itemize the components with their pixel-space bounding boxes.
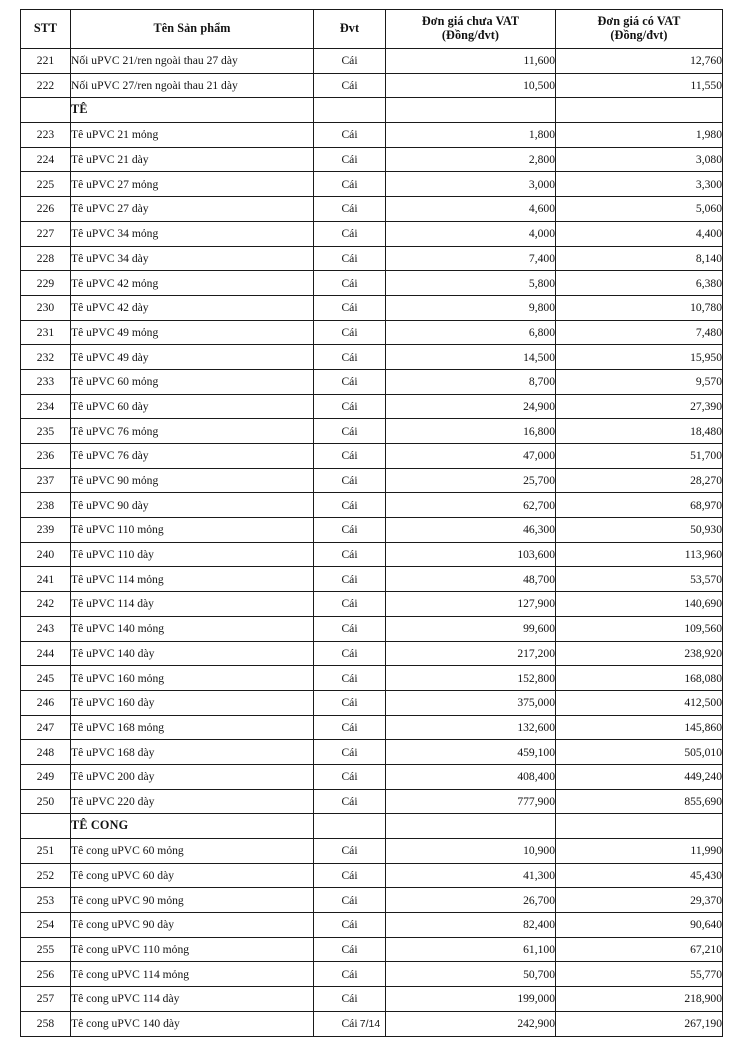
- cell-product-name: Tê uPVC 76 dày: [71, 444, 314, 469]
- cell-price-excl-vat: 4,600: [386, 197, 556, 222]
- table-row: [21, 542, 723, 567]
- cell-stt: 236: [21, 444, 71, 469]
- table-row: [21, 345, 723, 370]
- cell-unit: Cái: [314, 493, 386, 518]
- cell-product-name: Tê uPVC 21 mỏng: [71, 123, 314, 148]
- cell-unit: Cái: [314, 616, 386, 641]
- cell-unit: Cái: [314, 641, 386, 666]
- cell-price-incl-vat: 90,640: [556, 913, 723, 938]
- cell-product-name: Tê cong uPVC 110 mỏng: [71, 937, 314, 962]
- cell-stt: 250: [21, 789, 71, 814]
- column-header-price-incl-vat-line2: (Đồng/đvt): [610, 28, 668, 42]
- table-row: [21, 567, 723, 592]
- cell-product-name: Tê uPVC 168 mỏng: [71, 715, 314, 740]
- cell-stt: 244: [21, 641, 71, 666]
- cell-price-incl-vat: 29,370: [556, 888, 723, 913]
- cell-product-name: Tê uPVC 90 dày: [71, 493, 314, 518]
- cell-price-incl-vat: 113,960: [556, 542, 723, 567]
- cell-product-name: Tê cong uPVC 140 dày: [71, 1011, 314, 1036]
- cell-product-name: Tê cong uPVC 90 mỏng: [71, 888, 314, 913]
- cell-stt: 228: [21, 246, 71, 271]
- cell-product-name: Tê uPVC 42 dày: [71, 295, 314, 320]
- cell-price-incl-vat: 11,550: [556, 73, 723, 98]
- column-header-price-excl-vat-line2: (Đồng/đvt): [441, 28, 500, 42]
- price-list-table-container: [20, 9, 722, 1037]
- cell-unit: Cái: [314, 246, 386, 271]
- cell-stt: [21, 814, 71, 839]
- cell-stt: 237: [21, 468, 71, 493]
- table-row: [21, 937, 723, 962]
- column-header-stt: [21, 10, 71, 49]
- table-row: [21, 147, 723, 172]
- cell-price-incl-vat: 8,140: [556, 246, 723, 271]
- cell-stt: 240: [21, 542, 71, 567]
- cell-product-name: Tê cong uPVC 114 dày: [71, 987, 314, 1012]
- header-row: [21, 10, 723, 49]
- cell-unit: Cái: [314, 320, 386, 345]
- cell-product-name: Tê cong uPVC 60 mỏng: [71, 839, 314, 864]
- cell-stt: 222: [21, 73, 71, 98]
- cell-price-excl-vat: 217,200: [386, 641, 556, 666]
- cell-unit: Cái: [314, 419, 386, 444]
- cell-product-name: TÊ CONG: [71, 814, 314, 839]
- cell-price-incl-vat: 3,080: [556, 147, 723, 172]
- cell-price-excl-vat: 47,000: [386, 444, 556, 469]
- cell-stt: 234: [21, 394, 71, 419]
- cell-unit: Cái: [314, 937, 386, 962]
- cell-price-excl-vat: [386, 98, 556, 123]
- cell-unit: Cái: [314, 73, 386, 98]
- cell-price-excl-vat: 24,900: [386, 394, 556, 419]
- cell-price-incl-vat: 145,860: [556, 715, 723, 740]
- cell-stt: 247: [21, 715, 71, 740]
- cell-price-incl-vat: 140,690: [556, 592, 723, 617]
- table-body: [21, 49, 723, 1037]
- cell-price-incl-vat: 27,390: [556, 394, 723, 419]
- cell-price-excl-vat: 50,700: [386, 962, 556, 987]
- cell-price-incl-vat: 855,690: [556, 789, 723, 814]
- page-number: 7/14: [359, 1018, 381, 1030]
- table-row: [21, 320, 723, 345]
- cell-product-name: TÊ: [71, 98, 314, 123]
- cell-stt: 253: [21, 888, 71, 913]
- cell-price-excl-vat: 26,700: [386, 888, 556, 913]
- table-row: [21, 764, 723, 789]
- cell-product-name: Tê uPVC 160 dày: [71, 690, 314, 715]
- table-row: [21, 789, 723, 814]
- table-row: [21, 666, 723, 691]
- cell-price-excl-vat: 61,100: [386, 937, 556, 962]
- column-header-unit-label: Đvt: [339, 21, 360, 36]
- cell-product-name: Tê uPVC 27 mỏng: [71, 172, 314, 197]
- cell-stt: 249: [21, 764, 71, 789]
- table-row: [21, 468, 723, 493]
- cell-stt: 252: [21, 863, 71, 888]
- cell-price-excl-vat: 99,600: [386, 616, 556, 641]
- cell-price-excl-vat: 777,900: [386, 789, 556, 814]
- cell-stt: 238: [21, 493, 71, 518]
- cell-price-excl-vat: 62,700: [386, 493, 556, 518]
- table-row: [21, 913, 723, 938]
- cell-price-incl-vat: 3,300: [556, 172, 723, 197]
- cell-product-name: Tê cong uPVC 90 dày: [71, 913, 314, 938]
- price-list-table: [20, 9, 723, 1037]
- cell-product-name: Tê uPVC 220 dày: [71, 789, 314, 814]
- cell-unit: Cái: [314, 987, 386, 1012]
- column-header-price-incl-vat-line1: Đơn giá có VAT: [597, 14, 681, 29]
- column-header-price-incl-vat: [556, 10, 723, 49]
- cell-unit: Cái: [314, 295, 386, 320]
- cell-price-incl-vat: 12,760: [556, 49, 723, 74]
- table-row: [21, 962, 723, 987]
- cell-product-name: Tê uPVC 34 mỏng: [71, 221, 314, 246]
- cell-price-incl-vat: 45,430: [556, 863, 723, 888]
- table-row: [21, 592, 723, 617]
- cell-price-excl-vat: 7,400: [386, 246, 556, 271]
- cell-unit: Cái: [314, 394, 386, 419]
- cell-price-incl-vat: 505,010: [556, 740, 723, 765]
- cell-price-incl-vat: 55,770: [556, 962, 723, 987]
- cell-unit: Cái: [314, 863, 386, 888]
- cell-unit: Cái: [314, 962, 386, 987]
- cell-stt: 229: [21, 271, 71, 296]
- cell-price-excl-vat: 6,800: [386, 320, 556, 345]
- cell-unit: Cái: [314, 764, 386, 789]
- cell-product-name: Nối uPVC 21/ren ngoài thau 27 dày: [71, 49, 314, 74]
- table-section-row: [21, 98, 723, 123]
- column-header-product-name-label: Tên Sản phẩm: [153, 21, 231, 36]
- table-header: [21, 10, 723, 49]
- cell-product-name: Tê uPVC 27 dày: [71, 197, 314, 222]
- cell-unit: Cái: [314, 542, 386, 567]
- cell-product-name: Tê uPVC 114 mỏng: [71, 567, 314, 592]
- cell-product-name: Tê uPVC 21 dày: [71, 147, 314, 172]
- cell-stt: 256: [21, 962, 71, 987]
- cell-stt: 241: [21, 567, 71, 592]
- cell-price-excl-vat: 46,300: [386, 518, 556, 543]
- cell-unit: Cái: [314, 271, 386, 296]
- cell-price-incl-vat: 218,900: [556, 987, 723, 1012]
- cell-price-excl-vat: 103,600: [386, 542, 556, 567]
- cell-product-name: Tê uPVC 90 mỏng: [71, 468, 314, 493]
- column-header-price-excl-vat: [386, 10, 556, 49]
- cell-price-excl-vat: 408,400: [386, 764, 556, 789]
- table-row: [21, 740, 723, 765]
- table-row: [21, 616, 723, 641]
- cell-unit: Cái: [314, 518, 386, 543]
- cell-price-incl-vat: 238,920: [556, 641, 723, 666]
- cell-price-excl-vat: 127,900: [386, 592, 556, 617]
- cell-price-excl-vat: [386, 814, 556, 839]
- cell-price-excl-vat: 48,700: [386, 567, 556, 592]
- cell-unit: Cái: [314, 444, 386, 469]
- cell-product-name: Tê uPVC 34 dày: [71, 246, 314, 271]
- cell-price-excl-vat: 10,500: [386, 73, 556, 98]
- cell-price-incl-vat: 267,190: [556, 1011, 723, 1036]
- table-row: [21, 518, 723, 543]
- table-row: [21, 271, 723, 296]
- cell-unit: Cái: [314, 147, 386, 172]
- cell-price-incl-vat: 412,500: [556, 690, 723, 715]
- cell-price-incl-vat: 6,380: [556, 271, 723, 296]
- cell-stt: 233: [21, 369, 71, 394]
- cell-price-incl-vat: 4,400: [556, 221, 723, 246]
- table-row: [21, 221, 723, 246]
- cell-stt: 246: [21, 690, 71, 715]
- cell-unit: Cái: [314, 197, 386, 222]
- cell-unit: Cái: [314, 789, 386, 814]
- cell-price-excl-vat: 132,600: [386, 715, 556, 740]
- cell-price-incl-vat: 67,210: [556, 937, 723, 962]
- cell-stt: 245: [21, 666, 71, 691]
- cell-price-incl-vat: 51,700: [556, 444, 723, 469]
- cell-price-incl-vat: 50,930: [556, 518, 723, 543]
- cell-product-name: Tê uPVC 114 dày: [71, 592, 314, 617]
- cell-stt: 254: [21, 913, 71, 938]
- table-row: [21, 715, 723, 740]
- table-row: [21, 444, 723, 469]
- cell-price-excl-vat: 25,700: [386, 468, 556, 493]
- cell-price-incl-vat: 28,270: [556, 468, 723, 493]
- cell-product-name: Tê uPVC 76 mỏng: [71, 419, 314, 444]
- cell-stt: 221: [21, 49, 71, 74]
- cell-unit: Cái: [314, 666, 386, 691]
- cell-stt: 226: [21, 197, 71, 222]
- cell-product-name: Tê uPVC 140 dày: [71, 641, 314, 666]
- cell-unit: Cái: [314, 123, 386, 148]
- cell-product-name: Tê uPVC 168 dày: [71, 740, 314, 765]
- cell-price-incl-vat: 9,570: [556, 369, 723, 394]
- cell-price-incl-vat: 18,480: [556, 419, 723, 444]
- table-row: [21, 419, 723, 444]
- cell-price-incl-vat: 7,480: [556, 320, 723, 345]
- column-header-unit: [314, 10, 386, 49]
- cell-price-incl-vat: 53,570: [556, 567, 723, 592]
- cell-stt: 239: [21, 518, 71, 543]
- cell-unit: [314, 98, 386, 123]
- table-row: [21, 493, 723, 518]
- table-row: [21, 123, 723, 148]
- cell-unit: Cái: [314, 690, 386, 715]
- cell-price-excl-vat: 3,000: [386, 172, 556, 197]
- table-row: [21, 49, 723, 74]
- table-row: [21, 246, 723, 271]
- cell-stt: 257: [21, 987, 71, 1012]
- cell-price-excl-vat: 14,500: [386, 345, 556, 370]
- cell-product-name: Tê uPVC 200 dày: [71, 764, 314, 789]
- cell-unit: Cái: [314, 567, 386, 592]
- cell-price-incl-vat: 1,980: [556, 123, 723, 148]
- cell-product-name: Tê uPVC 42 mỏng: [71, 271, 314, 296]
- cell-product-name: Tê uPVC 60 dày: [71, 394, 314, 419]
- cell-unit: Cái: [314, 740, 386, 765]
- cell-price-incl-vat: 109,560: [556, 616, 723, 641]
- cell-stt: 242: [21, 592, 71, 617]
- cell-stt: 235: [21, 419, 71, 444]
- cell-stt: 227: [21, 221, 71, 246]
- cell-product-name: Nối uPVC 27/ren ngoài thau 21 dày: [71, 73, 314, 98]
- column-header-price-excl-vat-line1: Đơn giá chưa VAT: [421, 14, 520, 29]
- cell-product-name: Tê uPVC 60 mỏng: [71, 369, 314, 394]
- cell-stt: 258: [21, 1011, 71, 1036]
- cell-stt: 251: [21, 839, 71, 864]
- table-row: [21, 295, 723, 320]
- table-row: [21, 197, 723, 222]
- table-row: [21, 987, 723, 1012]
- cell-unit: Cái: [314, 913, 386, 938]
- cell-price-excl-vat: 4,000: [386, 221, 556, 246]
- cell-price-excl-vat: 375,000: [386, 690, 556, 715]
- cell-product-name: Tê uPVC 160 mỏng: [71, 666, 314, 691]
- cell-price-excl-vat: 199,000: [386, 987, 556, 1012]
- cell-price-excl-vat: 11,600: [386, 49, 556, 74]
- cell-price-incl-vat: 15,950: [556, 345, 723, 370]
- cell-price-incl-vat: [556, 814, 723, 839]
- cell-price-excl-vat: 10,900: [386, 839, 556, 864]
- cell-product-name: Tê uPVC 49 dày: [71, 345, 314, 370]
- cell-price-incl-vat: 449,240: [556, 764, 723, 789]
- table-row: [21, 394, 723, 419]
- cell-product-name: Tê uPVC 140 mỏng: [71, 616, 314, 641]
- cell-product-name: Tê uPVC 110 dày: [71, 542, 314, 567]
- cell-unit: Cái: [314, 221, 386, 246]
- table-row: [21, 863, 723, 888]
- cell-price-incl-vat: 68,970: [556, 493, 723, 518]
- cell-stt: 255: [21, 937, 71, 962]
- cell-price-incl-vat: [556, 98, 723, 123]
- table-row: [21, 839, 723, 864]
- cell-product-name: Tê cong uPVC 114 mỏng: [71, 962, 314, 987]
- cell-unit: Cái: [314, 468, 386, 493]
- cell-stt: 230: [21, 295, 71, 320]
- cell-unit: Cái: [314, 369, 386, 394]
- cell-price-excl-vat: 8,700: [386, 369, 556, 394]
- table-section-row: [21, 814, 723, 839]
- cell-unit: Cái: [314, 49, 386, 74]
- cell-stt: 224: [21, 147, 71, 172]
- cell-price-excl-vat: 41,300: [386, 863, 556, 888]
- cell-stt: 225: [21, 172, 71, 197]
- cell-price-excl-vat: 459,100: [386, 740, 556, 765]
- cell-unit: Cái: [314, 888, 386, 913]
- cell-price-incl-vat: 5,060: [556, 197, 723, 222]
- cell-price-incl-vat: 11,990: [556, 839, 723, 864]
- cell-price-excl-vat: 82,400: [386, 913, 556, 938]
- cell-price-excl-vat: 9,800: [386, 295, 556, 320]
- cell-product-name: Tê cong uPVC 60 dày: [71, 863, 314, 888]
- cell-unit: Cái: [314, 839, 386, 864]
- cell-price-excl-vat: 152,800: [386, 666, 556, 691]
- cell-unit: Cái: [314, 345, 386, 370]
- cell-stt: 231: [21, 320, 71, 345]
- cell-product-name: Tê uPVC 110 mỏng: [71, 518, 314, 543]
- cell-unit: Cái: [314, 715, 386, 740]
- table-row: [21, 172, 723, 197]
- cell-stt: 223: [21, 123, 71, 148]
- cell-price-incl-vat: 10,780: [556, 295, 723, 320]
- cell-price-incl-vat: 168,080: [556, 666, 723, 691]
- cell-stt: [21, 98, 71, 123]
- cell-stt: 248: [21, 740, 71, 765]
- cell-unit: Cái: [314, 172, 386, 197]
- cell-unit: [314, 814, 386, 839]
- cell-unit: Cái: [314, 1011, 386, 1036]
- table-row: [21, 369, 723, 394]
- cell-price-excl-vat: 2,800: [386, 147, 556, 172]
- column-header-product-name: [71, 10, 314, 49]
- cell-price-excl-vat: 1,800: [386, 123, 556, 148]
- column-header-stt-label: STT: [33, 21, 58, 36]
- cell-stt: 232: [21, 345, 71, 370]
- table-row: [21, 73, 723, 98]
- cell-stt: 243: [21, 616, 71, 641]
- cell-price-excl-vat: 16,800: [386, 419, 556, 444]
- cell-unit: Cái: [314, 592, 386, 617]
- table-row: [21, 690, 723, 715]
- cell-product-name: Tê uPVC 49 mỏng: [71, 320, 314, 345]
- table-row: [21, 641, 723, 666]
- cell-price-excl-vat: 5,800: [386, 271, 556, 296]
- cell-price-excl-vat: 242,900: [386, 1011, 556, 1036]
- table-row: [21, 888, 723, 913]
